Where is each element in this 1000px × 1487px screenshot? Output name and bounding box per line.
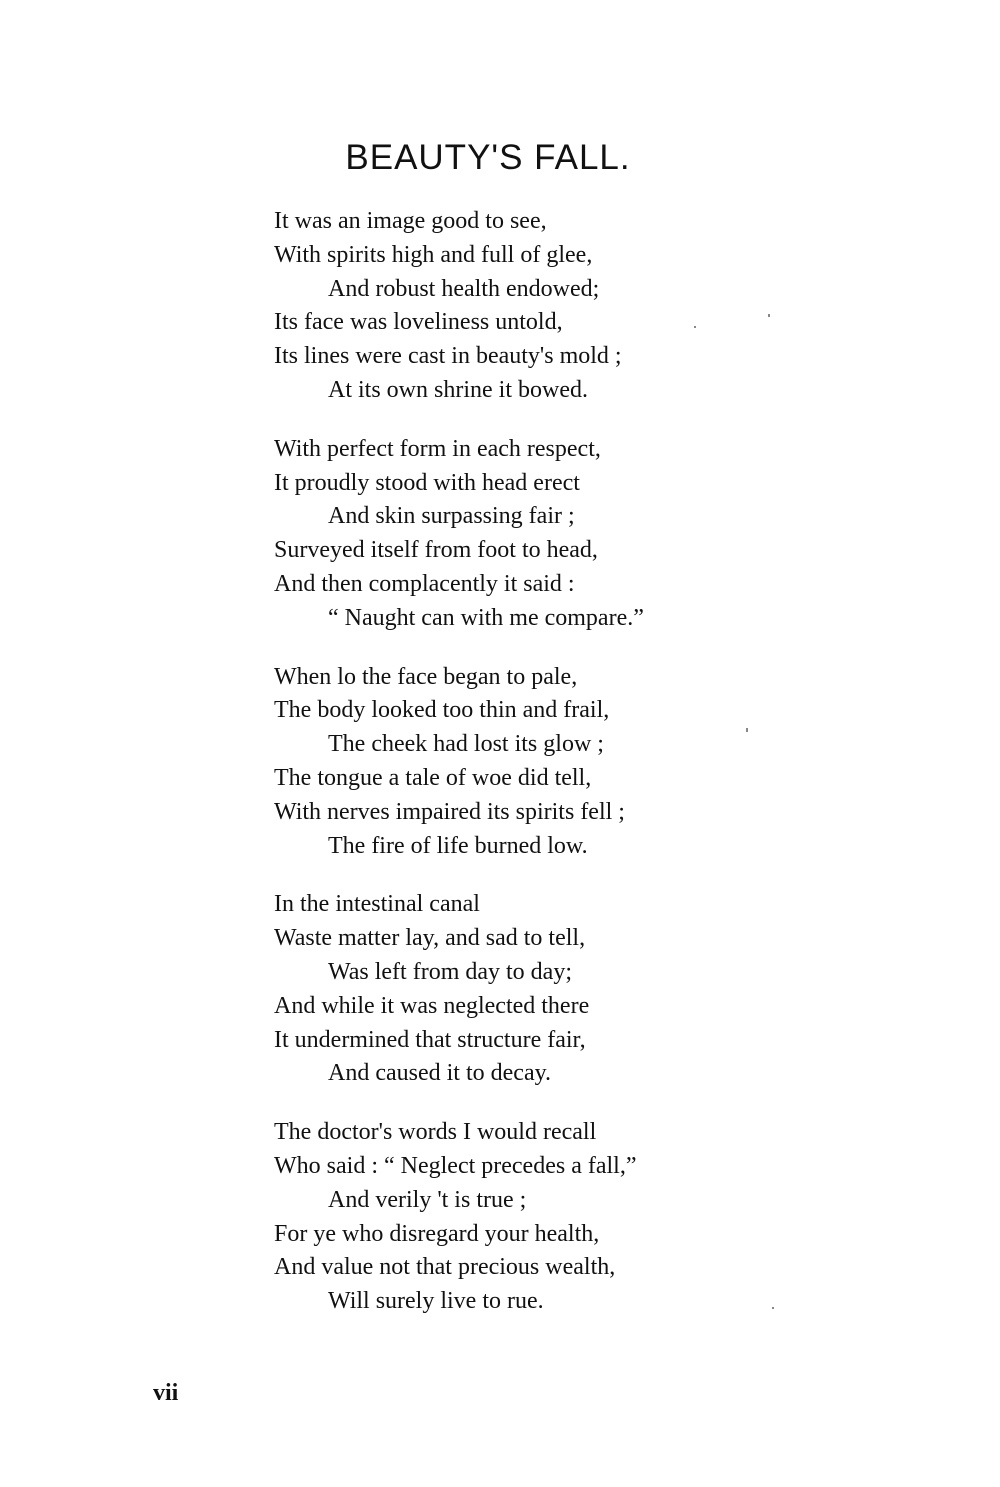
poem-line: With perfect form in each respect,: [274, 435, 601, 462]
poem-line: It proudly stood with head erect: [274, 469, 580, 496]
poem-line: With spirits high and full of glee,: [274, 241, 593, 268]
stanza-4: [274, 888, 794, 1091]
poem-line: The body looked too thin and frail,: [274, 697, 610, 724]
poem-line: And verily 't is true ;: [328, 1186, 527, 1213]
poem-line: Waste matter lay, and sad to tell,: [274, 925, 586, 952]
poem-line: And skin surpassing fair ;: [328, 503, 575, 530]
poem-line: With nerves impaired its spirits fell ;: [274, 798, 625, 825]
poem-title: [0, 130, 1000, 186]
poem-line: Was left from day to day;: [328, 958, 572, 985]
poem-line: And then complacently it said :: [274, 570, 575, 597]
poem-line: Its face was loveliness untold,: [274, 309, 563, 336]
poem-line: “ Naught can with me compare.”: [328, 604, 644, 631]
poem-line: It undermined that structure fair,: [274, 1026, 586, 1053]
print-speck: [746, 728, 748, 732]
page-number: vii: [153, 1380, 179, 1406]
poem-line: The cheek had lost its glow ;: [328, 731, 604, 758]
stanza-1: [274, 205, 794, 408]
poem-line: The fire of life burned low.: [328, 832, 588, 859]
poem-body: [274, 205, 794, 1344]
poem-line: And robust health endowed;: [328, 275, 600, 302]
poem-line: Its lines were cast in beauty's mold ;: [274, 343, 622, 370]
poem-line: The doctor's words I would recall: [274, 1119, 597, 1146]
poem-line: It was an image good to see,: [274, 208, 547, 234]
poem-line: For ye who disregard your health,: [274, 1220, 600, 1247]
poem-title-text: BEAUTY'S FALL.: [345, 138, 631, 177]
print-speck: [772, 1307, 774, 1309]
poem-line: In the intestinal canal: [274, 891, 480, 918]
poem-line: Will surely live to rue.: [328, 1288, 544, 1315]
poem-line: Surveyed itself from foot to head,: [274, 537, 598, 564]
stanza-5: [274, 1116, 794, 1319]
stanza-3: [274, 661, 794, 864]
stanza-2: [274, 433, 794, 636]
poem-line: And while it was neglected there: [274, 992, 590, 1019]
poem-line: Who said : “ Neglect precedes a fall,”: [274, 1152, 637, 1179]
poem-line: And value not that precious wealth,: [274, 1254, 616, 1281]
poem-line: And caused it to decay.: [328, 1060, 552, 1087]
print-speck: [694, 326, 696, 328]
print-speck: [768, 314, 770, 317]
poem-line: At its own shrine it bowed.: [328, 376, 588, 403]
poem-line: When lo the face began to pale,: [274, 663, 578, 690]
poem-line: The tongue a tale of woe did tell,: [274, 764, 592, 791]
